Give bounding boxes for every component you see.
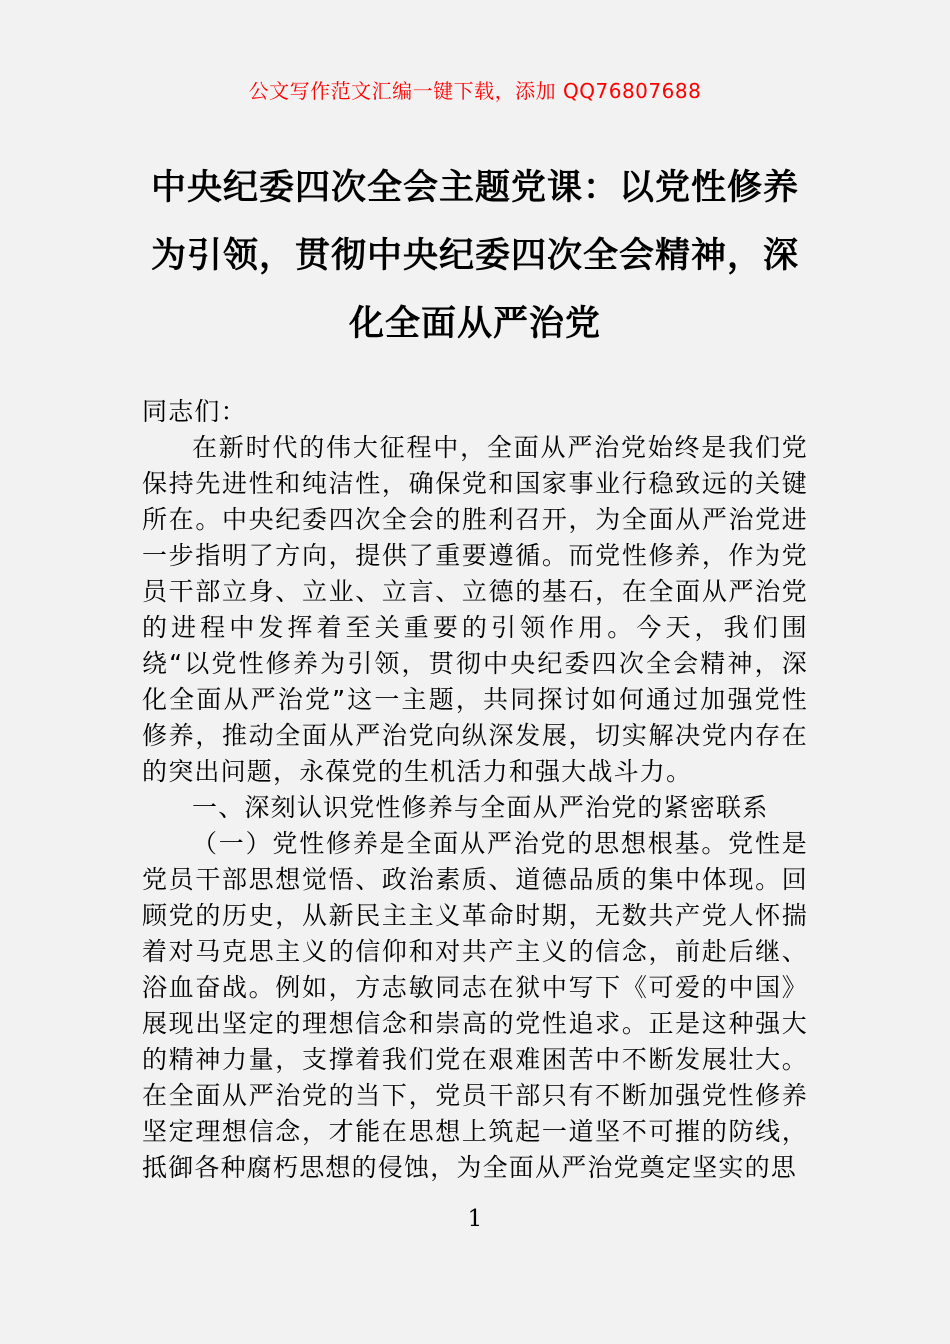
title-line-3: 化全面从严治党 bbox=[348, 304, 601, 344]
paragraph-salutation: 同志们： bbox=[142, 397, 247, 426]
page-number: 1 bbox=[467, 1206, 483, 1232]
title-line-2: 为引领，贯彻中央纪委四次全会精神，深 bbox=[150, 236, 799, 276]
title-line-1: 中央纪委四次全会主题党课：以党性修养 bbox=[150, 168, 799, 208]
paragraph-section-heading: 一、深刻认识党性修养与全面从严治党的紧密联系 bbox=[192, 793, 769, 822]
header-notice: 公文写作范文汇编一键下载，添加 QQ76807688 bbox=[248, 79, 702, 103]
paragraph-intro: 在新时代的伟大征程中，全面从严治党始终是我们党保持先进性和纯洁性，确保党和国家事业行稳致远的关键所在。中央纪委四次全会的胜利召开，为全面从严治党进一步指明了方向，提供了重要遵循。而党性修养，作为党员干部立身、立业、立言、立德的基石，在全面从严治党的进程中发挥着至关重要的引领作用。今天，我们围绕“以党性修养为引领，贯彻中央纪委四次全会精神，深化全面从严治党”这一主题，共同探讨如何通过加强党性修养，推动全面从严治党向纵深发展，切实解决党内存在的突出问题，永葆党的生机活力和强大战斗力。 bbox=[142, 433, 808, 786]
paragraph-section-one-body: （一）党性修养是全面从严治党的思想根基。党性是党员干部思想觉悟、政治素质、道德品质的集中体现。回顾党的历史，从新民主主义革命时期，无数共产党人怀揣着对马克思主义的信仰和对共产主义的信念，前赴后继、浴血奋战。例如，方志敏同志在狱中写下《可爱的中国》展现出坚定的理想信念和崇高的党性追求。正是这种强大的精神力量，支撑着我们党在艰难困苦中不断发展壮大。在全面从严治党的当下，党员干部只有不断加强党性修养坚定理想信念，才能在思想上筑起一道坚不可摧的防线，抵御各种腐朽思想的侵蚀，为全面从严治党奠定坚实的思 bbox=[142, 829, 808, 1182]
document-body bbox=[142, 394, 808, 1186]
document-title bbox=[130, 154, 820, 358]
